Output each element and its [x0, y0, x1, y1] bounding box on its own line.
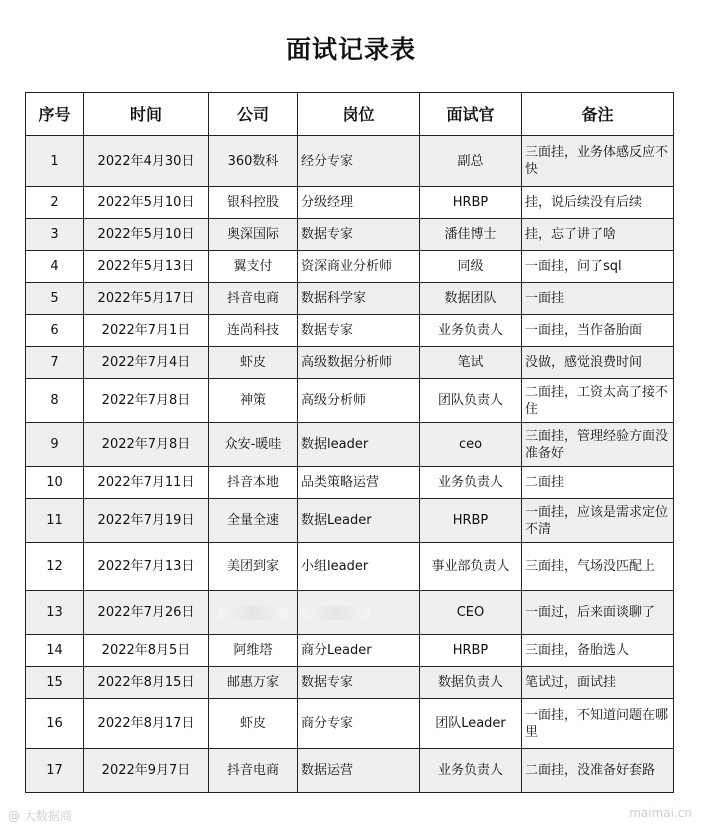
cell-no: 16 [26, 699, 84, 749]
header-date: 时间 [84, 93, 209, 136]
cell-no: 14 [26, 635, 84, 667]
header-interviewer: 面试官 [420, 93, 522, 136]
table-header-row [26, 93, 674, 136]
cell-date: 2022年8月15日 [84, 667, 209, 699]
cell-interviewer: 业务负责人 [420, 467, 522, 499]
cell-no: 2 [26, 187, 84, 219]
cell-no: 9 [26, 423, 84, 467]
table-row [26, 499, 674, 543]
cell-no: 8 [26, 379, 84, 423]
cell-note: 一面挂 [522, 283, 674, 315]
cell-no: 4 [26, 251, 84, 283]
cell-note: 三面挂，气场没匹配上 [522, 543, 674, 591]
cell-position: 数据科学家 [298, 283, 420, 315]
cell-interviewer: 事业部负责人 [420, 543, 522, 591]
cell-date: 2022年5月10日 [84, 219, 209, 251]
cell-date: 2022年8月17日 [84, 699, 209, 749]
cell-date: 2022年7月1日 [84, 315, 209, 347]
cell-company: 美团到家 [209, 543, 298, 591]
cell-company: 连尚科技 [209, 315, 298, 347]
cell-date: 2022年8月5日 [84, 635, 209, 667]
cell-interviewer: 同级 [420, 251, 522, 283]
cell-interviewer: HRBP [420, 499, 522, 543]
cell-no: 13 [26, 591, 84, 635]
cell-note: 一面过，后来面谈聊了 [522, 591, 674, 635]
cell-date: 2022年9月7日 [84, 749, 209, 793]
cell-interviewer: HRBP [420, 635, 522, 667]
cell-note: 没做，感觉浪费时间 [522, 347, 674, 379]
cell-note: 二面挂 [522, 467, 674, 499]
cell-interviewer: 笔试 [420, 347, 522, 379]
table-row [26, 251, 674, 283]
cell-position: 高级分析师 [298, 379, 420, 423]
cell-position: 商分Leader [298, 635, 420, 667]
cell-position: 商分专家 [298, 699, 420, 749]
cell-position: 数据运营 [298, 749, 420, 793]
table-row [26, 315, 674, 347]
table-row [26, 283, 674, 315]
cell-no: 10 [26, 467, 84, 499]
table-row [26, 749, 674, 793]
cell-no: 7 [26, 347, 84, 379]
cell-position: 小组leader [298, 543, 420, 591]
header-note: 备注 [522, 93, 674, 136]
cell-company: 翼支付 [209, 251, 298, 283]
table-row [26, 187, 674, 219]
cell-interviewer: 数据负责人 [420, 667, 522, 699]
table-row [26, 347, 674, 379]
cell-no: 3 [26, 219, 84, 251]
cell-no: 15 [26, 667, 84, 699]
cell-date: 2022年7月11日 [84, 467, 209, 499]
cell-interviewer: ceo [420, 423, 522, 467]
cell-position: 资深商业分析师 [298, 251, 420, 283]
cell-date: 2022年7月26日 [84, 591, 209, 635]
cell-date: 2022年7月4日 [84, 347, 209, 379]
cell-company: 邮惠万家 [209, 667, 298, 699]
cell-position: 经分专家 [298, 136, 420, 187]
table-row [26, 699, 674, 749]
cell-note: 挂，忘了讲了啥 [522, 219, 674, 251]
cell-no: 11 [26, 499, 84, 543]
cell-note: 一面挂，应该是需求定位不清 [522, 499, 674, 543]
header-position: 岗位 [298, 93, 420, 136]
cell-no: 5 [26, 283, 84, 315]
cell-note: 三面挂，备胎选人 [522, 635, 674, 667]
cell-company: 银科控股 [209, 187, 298, 219]
watermark-left: @ 大数据商 [8, 809, 72, 823]
cell-note: 笔试过，面试挂 [522, 667, 674, 699]
cell-interviewer: 业务负责人 [420, 749, 522, 793]
redacted-blur [218, 606, 288, 620]
table-row [26, 667, 674, 699]
cell-interviewer: 副总 [420, 136, 522, 187]
cell-note: 二面挂，没准备好套路 [522, 749, 674, 793]
table-row [26, 467, 674, 499]
cell-company: 虾皮 [209, 699, 298, 749]
cell-position: 数据专家 [298, 667, 420, 699]
cell-company: 阿维塔 [209, 635, 298, 667]
table-row [26, 635, 674, 667]
table-row [26, 543, 674, 591]
cell-company: 抖音电商 [209, 283, 298, 315]
cell-position: 分级经理 [298, 187, 420, 219]
cell-interviewer: HRBP [420, 187, 522, 219]
table-row [26, 591, 674, 635]
cell-position: 高级数据分析师 [298, 347, 420, 379]
header-company: 公司 [209, 93, 298, 136]
cell-position: 数据专家 [298, 315, 420, 347]
cell-date: 2022年7月8日 [84, 423, 209, 467]
cell-company: 抖音本地 [209, 467, 298, 499]
cell-no: 6 [26, 315, 84, 347]
cell-date: 2022年7月8日 [84, 379, 209, 423]
cell-date: 2022年4月30日 [84, 136, 209, 187]
cell-note: 一面挂，当作备胎面 [522, 315, 674, 347]
table-row [26, 423, 674, 467]
cell-no: 1 [26, 136, 84, 187]
cell-position: 数据专家 [298, 219, 420, 251]
redacted-blur [301, 606, 371, 620]
cell-note: 二面挂，工资太高了接不住 [522, 379, 674, 423]
cell-company: 360数科 [209, 136, 298, 187]
cell-date: 2022年5月13日 [84, 251, 209, 283]
cell-company: 奥深国际 [209, 219, 298, 251]
cell-position: 数据Leader [298, 499, 420, 543]
cell-date: 2022年5月10日 [84, 187, 209, 219]
cell-note: 三面挂，管理经验方面没准备好 [522, 423, 674, 467]
watermark-right: maimai.cn [629, 806, 692, 820]
table-row [26, 219, 674, 251]
interview-record-table [25, 92, 674, 793]
cell-no: 17 [26, 749, 84, 793]
cell-interviewer: 潘佳博士 [420, 219, 522, 251]
cell-interviewer: CEO [420, 591, 522, 635]
table-row [26, 136, 674, 187]
cell-no: 12 [26, 543, 84, 591]
cell-company [209, 591, 298, 635]
header-no: 序号 [26, 93, 84, 136]
table-row [26, 379, 674, 423]
cell-note: 一面挂，不知道问题在哪里 [522, 699, 674, 749]
cell-note: 一面挂，问了sql [522, 251, 674, 283]
cell-company: 虾皮 [209, 347, 298, 379]
cell-note: 三面挂，业务体感反应不快 [522, 136, 674, 187]
cell-date: 2022年5月17日 [84, 283, 209, 315]
cell-interviewer: 团队负责人 [420, 379, 522, 423]
cell-position [298, 591, 420, 635]
cell-company: 神策 [209, 379, 298, 423]
cell-date: 2022年7月19日 [84, 499, 209, 543]
cell-position: 数据leader [298, 423, 420, 467]
cell-date: 2022年7月13日 [84, 543, 209, 591]
page-title: 面试记录表 [285, 35, 416, 64]
cell-note: 挂，说后续没有后续 [522, 187, 674, 219]
cell-position: 品类策略运营 [298, 467, 420, 499]
cell-company: 全量全速 [209, 499, 298, 543]
cell-company: 众安-暖哇 [209, 423, 298, 467]
cell-interviewer: 业务负责人 [420, 315, 522, 347]
cell-interviewer: 数据团队 [420, 283, 522, 315]
cell-company: 抖音电商 [209, 749, 298, 793]
cell-interviewer: 团队Leader [420, 699, 522, 749]
